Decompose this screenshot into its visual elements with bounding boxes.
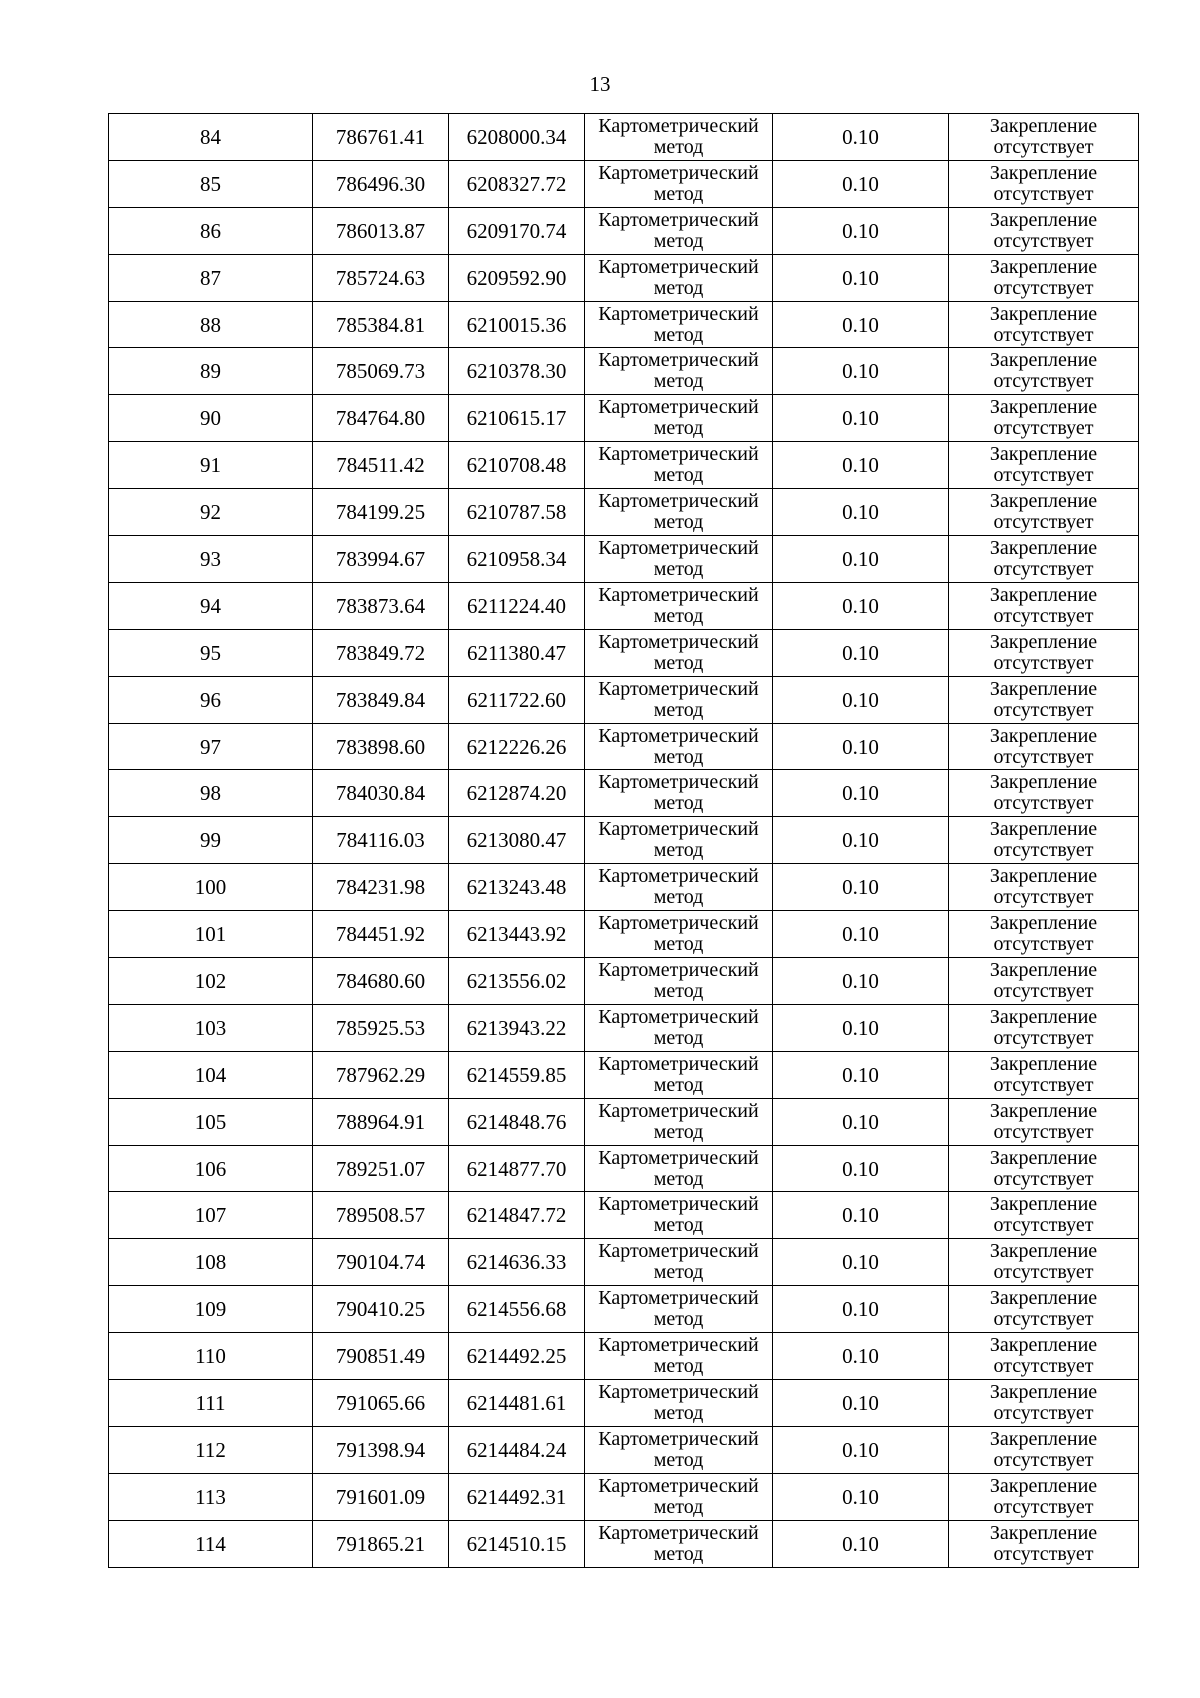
fixing-description-cell: Закрепление отсутствует bbox=[949, 1426, 1139, 1473]
table-row bbox=[109, 442, 1139, 489]
table-row bbox=[109, 160, 1139, 207]
x-coordinate-cell: 785384.81 bbox=[313, 301, 449, 348]
x-coordinate-cell: 784030.84 bbox=[313, 770, 449, 817]
table-row bbox=[109, 1426, 1139, 1473]
accuracy-cell: 0.10 bbox=[773, 723, 949, 770]
method-cell: Картометрический метод bbox=[585, 348, 773, 395]
table-row bbox=[109, 489, 1139, 536]
accuracy-cell: 0.10 bbox=[773, 1239, 949, 1286]
accuracy-cell: 0.10 bbox=[773, 1192, 949, 1239]
table-row bbox=[109, 348, 1139, 395]
point-number-cell: 103 bbox=[109, 1004, 313, 1051]
y-coordinate-cell: 6210958.34 bbox=[449, 536, 585, 583]
table-row bbox=[109, 536, 1139, 583]
point-number-cell: 108 bbox=[109, 1239, 313, 1286]
accuracy-cell: 0.10 bbox=[773, 254, 949, 301]
table-row bbox=[109, 1239, 1139, 1286]
table-row bbox=[109, 1380, 1139, 1427]
x-coordinate-cell: 783873.64 bbox=[313, 582, 449, 629]
accuracy-cell: 0.10 bbox=[773, 1333, 949, 1380]
x-coordinate-cell: 784511.42 bbox=[313, 442, 449, 489]
y-coordinate-cell: 6214848.76 bbox=[449, 1098, 585, 1145]
point-number-cell: 107 bbox=[109, 1192, 313, 1239]
accuracy-cell: 0.10 bbox=[773, 489, 949, 536]
fixing-description-cell: Закрепление отсутствует bbox=[949, 1239, 1139, 1286]
table-row bbox=[109, 1145, 1139, 1192]
x-coordinate-cell: 783849.84 bbox=[313, 676, 449, 723]
point-number-cell: 88 bbox=[109, 301, 313, 348]
y-coordinate-cell: 6210378.30 bbox=[449, 348, 585, 395]
fixing-description-cell: Закрепление отсутствует bbox=[949, 160, 1139, 207]
method-cell: Картометрический метод bbox=[585, 1426, 773, 1473]
y-coordinate-cell: 6214877.70 bbox=[449, 1145, 585, 1192]
method-cell: Картометрический метод bbox=[585, 911, 773, 958]
accuracy-cell: 0.10 bbox=[773, 1145, 949, 1192]
method-cell: Картометрический метод bbox=[585, 536, 773, 583]
fixing-description-cell: Закрепление отсутствует bbox=[949, 489, 1139, 536]
point-number-cell: 89 bbox=[109, 348, 313, 395]
table-row bbox=[109, 1520, 1139, 1567]
fixing-description-cell: Закрепление отсутствует bbox=[949, 723, 1139, 770]
method-cell: Картометрический метод bbox=[585, 1239, 773, 1286]
fixing-description-cell: Закрепление отсутствует bbox=[949, 395, 1139, 442]
method-cell: Картометрический метод bbox=[585, 864, 773, 911]
point-number-cell: 105 bbox=[109, 1098, 313, 1145]
point-number-cell: 96 bbox=[109, 676, 313, 723]
point-number-cell: 113 bbox=[109, 1473, 313, 1520]
point-number-cell: 90 bbox=[109, 395, 313, 442]
method-cell: Картометрический метод bbox=[585, 1004, 773, 1051]
accuracy-cell: 0.10 bbox=[773, 1426, 949, 1473]
point-number-cell: 100 bbox=[109, 864, 313, 911]
accuracy-cell: 0.10 bbox=[773, 629, 949, 676]
y-coordinate-cell: 6209592.90 bbox=[449, 254, 585, 301]
accuracy-cell: 0.10 bbox=[773, 1051, 949, 1098]
fixing-description-cell: Закрепление отсутствует bbox=[949, 629, 1139, 676]
method-cell: Картометрический метод bbox=[585, 676, 773, 723]
fixing-description-cell: Закрепление отсутствует bbox=[949, 1051, 1139, 1098]
x-coordinate-cell: 790104.74 bbox=[313, 1239, 449, 1286]
page-number: 13 bbox=[589, 72, 611, 96]
table-row bbox=[109, 207, 1139, 254]
x-coordinate-cell: 791065.66 bbox=[313, 1380, 449, 1427]
method-cell: Картометрический метод bbox=[585, 582, 773, 629]
table-row bbox=[109, 301, 1139, 348]
x-coordinate-cell: 790410.25 bbox=[313, 1286, 449, 1333]
point-number-cell: 86 bbox=[109, 207, 313, 254]
accuracy-cell: 0.10 bbox=[773, 582, 949, 629]
method-cell: Картометрический метод bbox=[585, 1333, 773, 1380]
method-cell: Картометрический метод bbox=[585, 1098, 773, 1145]
method-cell: Картометрический метод bbox=[585, 254, 773, 301]
point-number-cell: 99 bbox=[109, 817, 313, 864]
y-coordinate-cell: 6214492.25 bbox=[449, 1333, 585, 1380]
fixing-description-cell: Закрепление отсутствует bbox=[949, 1333, 1139, 1380]
y-coordinate-cell: 6211380.47 bbox=[449, 629, 585, 676]
y-coordinate-cell: 6214492.31 bbox=[449, 1473, 585, 1520]
point-number-cell: 104 bbox=[109, 1051, 313, 1098]
y-coordinate-cell: 6214510.15 bbox=[449, 1520, 585, 1567]
table-row bbox=[109, 676, 1139, 723]
point-number-cell: 110 bbox=[109, 1333, 313, 1380]
table-row bbox=[109, 629, 1139, 676]
point-number-cell: 85 bbox=[109, 160, 313, 207]
x-coordinate-cell: 789508.57 bbox=[313, 1192, 449, 1239]
point-number-cell: 84 bbox=[109, 114, 313, 161]
x-coordinate-cell: 786496.30 bbox=[313, 160, 449, 207]
table-row bbox=[109, 864, 1139, 911]
x-coordinate-cell: 788964.91 bbox=[313, 1098, 449, 1145]
y-coordinate-cell: 6210015.36 bbox=[449, 301, 585, 348]
accuracy-cell: 0.10 bbox=[773, 114, 949, 161]
point-number-cell: 92 bbox=[109, 489, 313, 536]
method-cell: Картометрический метод bbox=[585, 489, 773, 536]
table-row bbox=[109, 770, 1139, 817]
fixing-description-cell: Закрепление отсутствует bbox=[949, 114, 1139, 161]
y-coordinate-cell: 6213556.02 bbox=[449, 958, 585, 1005]
x-coordinate-cell: 785925.53 bbox=[313, 1004, 449, 1051]
x-coordinate-cell: 785724.63 bbox=[313, 254, 449, 301]
table-row bbox=[109, 582, 1139, 629]
fixing-description-cell: Закрепление отсутствует bbox=[949, 676, 1139, 723]
accuracy-cell: 0.10 bbox=[773, 1520, 949, 1567]
x-coordinate-cell: 783849.72 bbox=[313, 629, 449, 676]
y-coordinate-cell: 6213080.47 bbox=[449, 817, 585, 864]
point-number-cell: 97 bbox=[109, 723, 313, 770]
fixing-description-cell: Закрепление отсутствует bbox=[949, 864, 1139, 911]
x-coordinate-cell: 791398.94 bbox=[313, 1426, 449, 1473]
method-cell: Картометрический метод bbox=[585, 1473, 773, 1520]
method-cell: Картометрический метод bbox=[585, 1192, 773, 1239]
x-coordinate-cell: 784680.60 bbox=[313, 958, 449, 1005]
accuracy-cell: 0.10 bbox=[773, 864, 949, 911]
method-cell: Картометрический метод bbox=[585, 770, 773, 817]
point-number-cell: 95 bbox=[109, 629, 313, 676]
coordinates-table bbox=[108, 113, 1139, 1568]
method-cell: Картометрический метод bbox=[585, 395, 773, 442]
accuracy-cell: 0.10 bbox=[773, 958, 949, 1005]
fixing-description-cell: Закрепление отсутствует bbox=[949, 911, 1139, 958]
point-number-cell: 114 bbox=[109, 1520, 313, 1567]
y-coordinate-cell: 6214636.33 bbox=[449, 1239, 585, 1286]
fixing-description-cell: Закрепление отсутствует bbox=[949, 1520, 1139, 1567]
accuracy-cell: 0.10 bbox=[773, 301, 949, 348]
table-row bbox=[109, 395, 1139, 442]
point-number-cell: 98 bbox=[109, 770, 313, 817]
method-cell: Картометрический метод bbox=[585, 1380, 773, 1427]
fixing-description-cell: Закрепление отсутствует bbox=[949, 301, 1139, 348]
accuracy-cell: 0.10 bbox=[773, 207, 949, 254]
table-row bbox=[109, 723, 1139, 770]
fixing-description-cell: Закрепление отсутствует bbox=[949, 958, 1139, 1005]
table-row bbox=[109, 1098, 1139, 1145]
accuracy-cell: 0.10 bbox=[773, 536, 949, 583]
table-row bbox=[109, 1051, 1139, 1098]
y-coordinate-cell: 6214481.61 bbox=[449, 1380, 585, 1427]
point-number-cell: 94 bbox=[109, 582, 313, 629]
y-coordinate-cell: 6210708.48 bbox=[449, 442, 585, 489]
point-number-cell: 109 bbox=[109, 1286, 313, 1333]
point-number-cell: 91 bbox=[109, 442, 313, 489]
y-coordinate-cell: 6214559.85 bbox=[449, 1051, 585, 1098]
fixing-description-cell: Закрепление отсутствует bbox=[949, 1473, 1139, 1520]
point-number-cell: 102 bbox=[109, 958, 313, 1005]
accuracy-cell: 0.10 bbox=[773, 1380, 949, 1427]
point-number-cell: 106 bbox=[109, 1145, 313, 1192]
x-coordinate-cell: 784764.80 bbox=[313, 395, 449, 442]
method-cell: Картометрический метод bbox=[585, 114, 773, 161]
fixing-description-cell: Закрепление отсутствует bbox=[949, 1098, 1139, 1145]
table-row bbox=[109, 254, 1139, 301]
x-coordinate-cell: 787962.29 bbox=[313, 1051, 449, 1098]
point-number-cell: 93 bbox=[109, 536, 313, 583]
coordinates-table-body bbox=[109, 114, 1139, 1568]
accuracy-cell: 0.10 bbox=[773, 676, 949, 723]
method-cell: Картометрический метод bbox=[585, 1145, 773, 1192]
x-coordinate-cell: 783994.67 bbox=[313, 536, 449, 583]
method-cell: Картометрический метод bbox=[585, 817, 773, 864]
table-row bbox=[109, 958, 1139, 1005]
method-cell: Картометрический метод bbox=[585, 629, 773, 676]
point-number-cell: 87 bbox=[109, 254, 313, 301]
x-coordinate-cell: 786013.87 bbox=[313, 207, 449, 254]
x-coordinate-cell: 791865.21 bbox=[313, 1520, 449, 1567]
y-coordinate-cell: 6212226.26 bbox=[449, 723, 585, 770]
accuracy-cell: 0.10 bbox=[773, 395, 949, 442]
table-row bbox=[109, 1473, 1139, 1520]
accuracy-cell: 0.10 bbox=[773, 1098, 949, 1145]
fixing-description-cell: Закрепление отсутствует bbox=[949, 1004, 1139, 1051]
method-cell: Картометрический метод bbox=[585, 301, 773, 348]
table-row bbox=[109, 114, 1139, 161]
y-coordinate-cell: 6213443.92 bbox=[449, 911, 585, 958]
fixing-description-cell: Закрепление отсутствует bbox=[949, 348, 1139, 395]
y-coordinate-cell: 6208000.34 bbox=[449, 114, 585, 161]
fixing-description-cell: Закрепление отсутствует bbox=[949, 536, 1139, 583]
fixing-description-cell: Закрепление отсутствует bbox=[949, 1380, 1139, 1427]
accuracy-cell: 0.10 bbox=[773, 160, 949, 207]
y-coordinate-cell: 6211722.60 bbox=[449, 676, 585, 723]
fixing-description-cell: Закрепление отсутствует bbox=[949, 1286, 1139, 1333]
x-coordinate-cell: 783898.60 bbox=[313, 723, 449, 770]
x-coordinate-cell: 784231.98 bbox=[313, 864, 449, 911]
table-row bbox=[109, 911, 1139, 958]
fixing-description-cell: Закрепление отсутствует bbox=[949, 582, 1139, 629]
point-number-cell: 101 bbox=[109, 911, 313, 958]
method-cell: Картометрический метод bbox=[585, 160, 773, 207]
y-coordinate-cell: 6211224.40 bbox=[449, 582, 585, 629]
x-coordinate-cell: 784451.92 bbox=[313, 911, 449, 958]
method-cell: Картометрический метод bbox=[585, 442, 773, 489]
fixing-description-cell: Закрепление отсутствует bbox=[949, 254, 1139, 301]
method-cell: Картометрический метод bbox=[585, 1520, 773, 1567]
y-coordinate-cell: 6213943.22 bbox=[449, 1004, 585, 1051]
x-coordinate-cell: 786761.41 bbox=[313, 114, 449, 161]
x-coordinate-cell: 784199.25 bbox=[313, 489, 449, 536]
accuracy-cell: 0.10 bbox=[773, 817, 949, 864]
y-coordinate-cell: 6214556.68 bbox=[449, 1286, 585, 1333]
table-row bbox=[109, 1333, 1139, 1380]
y-coordinate-cell: 6209170.74 bbox=[449, 207, 585, 254]
accuracy-cell: 0.10 bbox=[773, 348, 949, 395]
y-coordinate-cell: 6212874.20 bbox=[449, 770, 585, 817]
fixing-description-cell: Закрепление отсутствует bbox=[949, 770, 1139, 817]
method-cell: Картометрический метод bbox=[585, 1051, 773, 1098]
fixing-description-cell: Закрепление отсутствует bbox=[949, 817, 1139, 864]
accuracy-cell: 0.10 bbox=[773, 911, 949, 958]
y-coordinate-cell: 6213243.48 bbox=[449, 864, 585, 911]
method-cell: Картометрический метод bbox=[585, 1286, 773, 1333]
x-coordinate-cell: 784116.03 bbox=[313, 817, 449, 864]
y-coordinate-cell: 6210615.17 bbox=[449, 395, 585, 442]
x-coordinate-cell: 790851.49 bbox=[313, 1333, 449, 1380]
method-cell: Картометрический метод bbox=[585, 958, 773, 1005]
fixing-description-cell: Закрепление отсутствует bbox=[949, 1145, 1139, 1192]
fixing-description-cell: Закрепление отсутствует bbox=[949, 442, 1139, 489]
table-row bbox=[109, 1192, 1139, 1239]
method-cell: Картометрический метод bbox=[585, 723, 773, 770]
x-coordinate-cell: 789251.07 bbox=[313, 1145, 449, 1192]
table-row bbox=[109, 1286, 1139, 1333]
table-row bbox=[109, 817, 1139, 864]
accuracy-cell: 0.10 bbox=[773, 1004, 949, 1051]
x-coordinate-cell: 785069.73 bbox=[313, 348, 449, 395]
y-coordinate-cell: 6210787.58 bbox=[449, 489, 585, 536]
point-number-cell: 112 bbox=[109, 1426, 313, 1473]
table-row bbox=[109, 1004, 1139, 1051]
y-coordinate-cell: 6214847.72 bbox=[449, 1192, 585, 1239]
method-cell: Картометрический метод bbox=[585, 207, 773, 254]
accuracy-cell: 0.10 bbox=[773, 1286, 949, 1333]
accuracy-cell: 0.10 bbox=[773, 770, 949, 817]
accuracy-cell: 0.10 bbox=[773, 442, 949, 489]
x-coordinate-cell: 791601.09 bbox=[313, 1473, 449, 1520]
fixing-description-cell: Закрепление отсутствует bbox=[949, 1192, 1139, 1239]
point-number-cell: 111 bbox=[109, 1380, 313, 1427]
y-coordinate-cell: 6208327.72 bbox=[449, 160, 585, 207]
y-coordinate-cell: 6214484.24 bbox=[449, 1426, 585, 1473]
fixing-description-cell: Закрепление отсутствует bbox=[949, 207, 1139, 254]
accuracy-cell: 0.10 bbox=[773, 1473, 949, 1520]
